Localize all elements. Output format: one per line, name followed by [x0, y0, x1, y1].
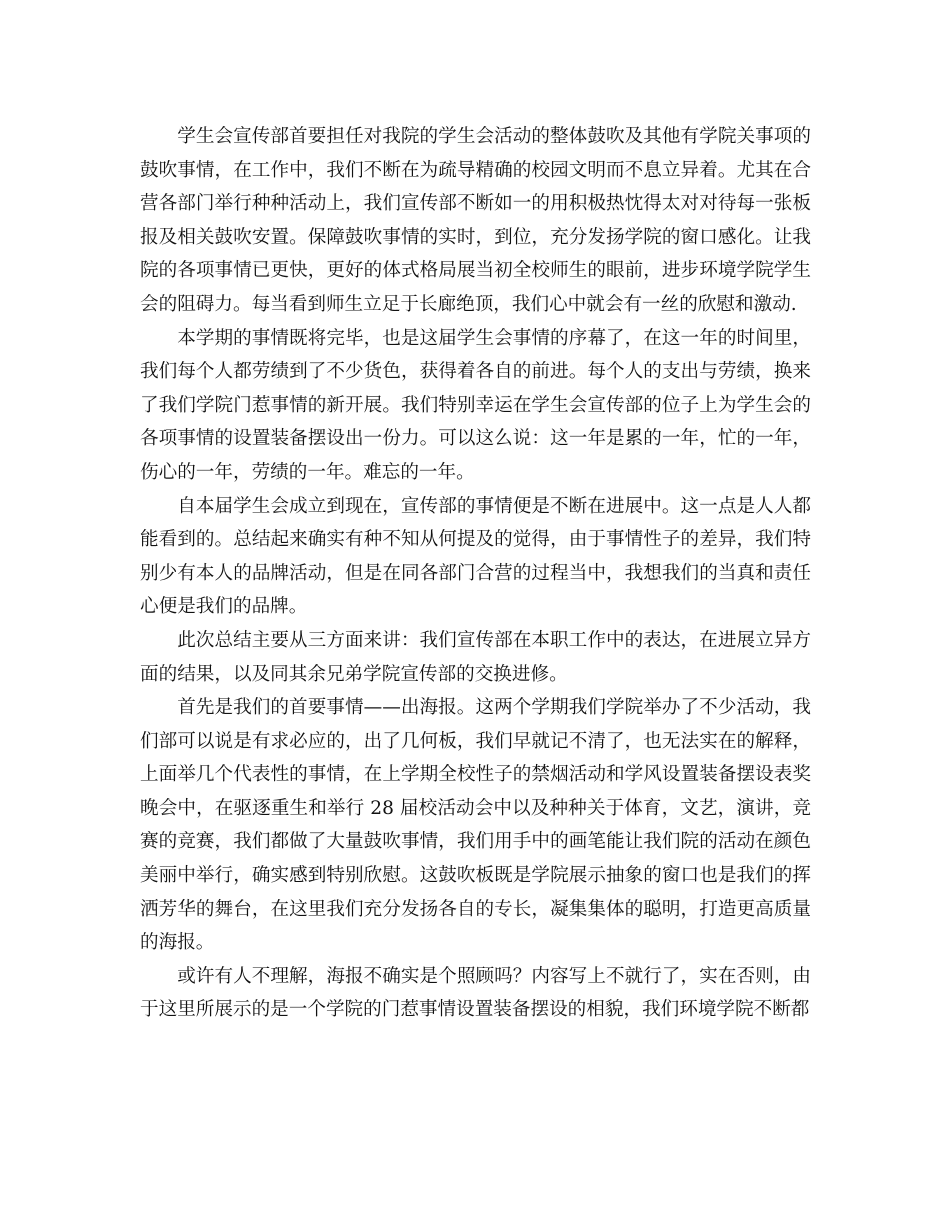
paragraph-6: 或许有人不理解，海报不确实是个照顾吗？内容写上不就行了，实在否则，由于这里所展示的是一个学院的门惹事情设置装备摆设的相貌，我们环境学院不断都	[140, 965, 811, 1021]
paragraph-3: 自本届学生会成立到现在，宣传部的事情便是不断在进展中。这一点是人人都能看到的。总结起来确实有种不知从何提及的觉得，由于事情性子的差异，我们特别少有本人的品牌活动，但是在同各部门合营的过程当中，我想我们的当真和责任心便是我们的品牌。	[140, 495, 811, 618]
paragraph-1: 学生会宣传部首要担任对我院的学生会活动的整体鼓吹及其他有学院关事项的鼓吹事情，在工作中，我们不断在为疏导精确的校园文明而不息立异着。尤其在合营各部门举行种种活动上，我们宣传部不断如一的用积极热忱得太对对待每一张板报及相关鼓吹安置。保障鼓吹事情的实时，到位，充分发扬学院的窗口感化。让我院的各项事情已更快，更好的体式格局展当初全校师生的眼前，进步环境学院学生会的阻碍力。每当看到师生立足于长廊绝顶，我们心中就会有一丝的欣慰和激动.	[140, 126, 811, 315]
paragraph-5: 首先是我们的首要事情——出海报。这两个学期我们学院举办了不少活动，我们部可以说是有求必应的，出了几何板，我们早就记不清了，也无法实在的解释，上面举几个代表性的事情，在上学期全校性子的禁烟活动和学风设置装备摆设表奖晚会中，在驱逐重生和举行 28 届校活动会中以及种种关于体育，文艺，演讲，竞赛的竞赛，我们都做了大量鼓吹事情，我们用手中的画笔能让我们院的活动在颜色美丽中举行，确实感到特别欣慰。这鼓吹板既是学院展示抽象的窗口也是我们的挥洒芳华的舞台，在这里我们充分发扬各自的专长，凝集集体的聪明，打造更高质量的海报。	[140, 697, 811, 954]
paragraph-2: 本学期的事情既将完毕，也是这届学生会事情的序幕了，在这一年的时间里，我们每个人都劳绩到了不少货色，获得着各自的前进。每个人的支出与劳绩，换来了我们学院门惹事情的新开展。我们特别幸运在学生会宣传部的位子上为学生会的各项事情的设置装备摆设出一份力。可以这么说：这一年是累的一年，忙的一年，伤心的一年，劳绩的一年。难忘的一年。	[140, 327, 811, 483]
document-body	[140, 120, 811, 1027]
paragraph-4: 此次总结主要从三方面来讲：我们宣传部在本职工作中的表达，在进展立异方面的结果，以及同其余兄弟学院宣传部的交换进修。	[140, 629, 811, 685]
